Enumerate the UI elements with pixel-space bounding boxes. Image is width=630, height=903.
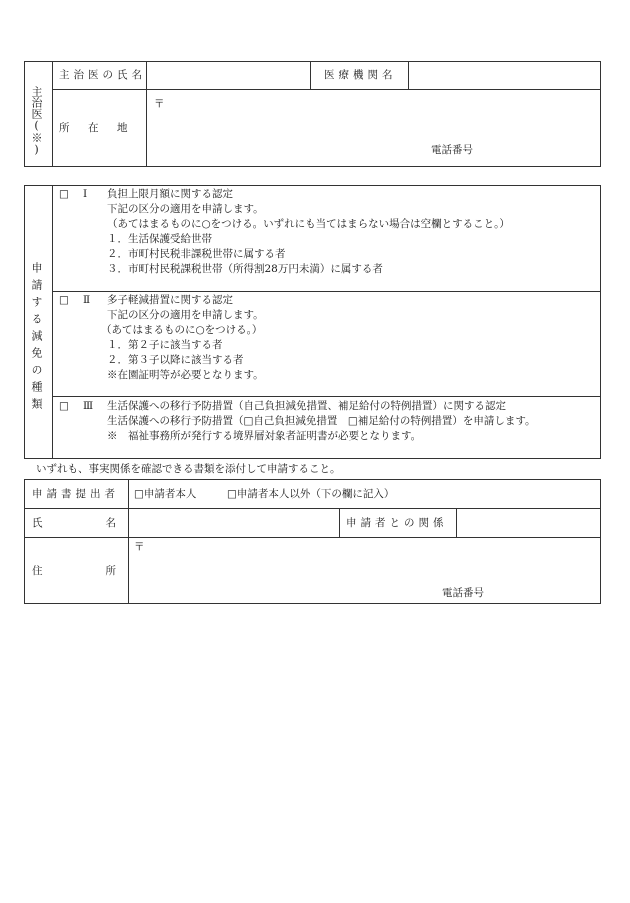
doctor-name-divider	[310, 61, 311, 89]
item-3-numeral: Ⅲ	[83, 400, 94, 412]
item-1-option: ２．市町村民税非課税世帯に属する者	[107, 248, 286, 260]
doctor-section-label: 主治医(※)	[30, 86, 43, 156]
checkbox-item-1[interactable]: □	[59, 188, 69, 200]
applicant-label-divider	[128, 479, 129, 604]
item-1-option: ３．市町村民税課税世帯（所得割28万円未満）に属する者	[107, 263, 383, 275]
reduction-section-label: 申請する減免の種類	[30, 262, 43, 415]
doctor-name-label: 主治医の氏名	[59, 69, 146, 81]
item-1-numeral: Ⅰ	[83, 188, 88, 200]
item-3-title: 生活保護への移行予防措置（自己負担減免措置、補足給付の特例措置）に関する認定	[107, 400, 506, 412]
doctor-name-field[interactable]	[152, 70, 306, 84]
reduction-label-divider	[52, 185, 53, 459]
item-2-note: ※在園証明等が必要となります。	[107, 369, 264, 381]
reduction-divider-1	[52, 291, 601, 292]
institution-name-field[interactable]	[414, 70, 596, 84]
doctor-institution-divider	[408, 61, 409, 89]
applicant-row-divider-1	[24, 508, 601, 509]
doctor-address-label: 所 在 地	[59, 122, 132, 134]
item-2-title: 多子軽減措置に関する認定	[107, 294, 233, 306]
relation-label: 申請者との関係	[346, 517, 448, 529]
item-2-option: ２．第３子以降に該当する者	[107, 354, 244, 366]
item-1-title: 負担上限月額に関する認定	[107, 188, 233, 200]
item-2-line: （あてはまるものに○をつける。）	[101, 324, 263, 336]
applicant-address-label: 住 所	[32, 565, 116, 577]
applicant-name-label: 氏 名	[32, 517, 116, 529]
checkbox-item-2[interactable]: □	[59, 294, 69, 306]
postal-mark: 〒	[154, 98, 165, 110]
applicant-phone-label: 電話番号	[442, 587, 484, 599]
relation-label-left-divider	[339, 508, 340, 537]
item-3-line: 生活保護への移行予防措置（□自己負担減免措置 □補足給付の特例措置）を申請します。	[107, 415, 536, 427]
item-2-line: 下記の区分の適用を申請します。	[107, 309, 264, 321]
checkbox-applicant-self[interactable]: □申請者本人	[134, 488, 197, 500]
checkbox-item-3[interactable]: □	[59, 400, 69, 412]
relation-label-right-divider	[456, 508, 457, 537]
item-1-option: １．生活保護受給世帯	[107, 233, 212, 245]
item-2-option: １．第２子に該当する者	[107, 339, 223, 351]
reduction-divider-2	[52, 396, 601, 397]
item-1-line: 下記の区分の適用を申請します。	[107, 203, 264, 215]
item-3-note: ※ 福祉事務所が発行する境界層対象者証明書が必要となります。	[107, 430, 422, 442]
applicant-postal-mark: 〒	[134, 541, 145, 553]
applicant-row-divider-2	[24, 537, 601, 538]
item-1-line: （あてはまるものに○をつける。いずれにも当てはまらない場合は空欄とすること。）	[107, 218, 510, 230]
attachment-note: いずれも、事実関係を確認できる書類を添付して申請すること。	[36, 463, 341, 475]
doctor-row-divider	[52, 89, 601, 90]
submitter-label: 申請書提出者	[32, 488, 119, 500]
checkbox-applicant-other[interactable]: □申請者本人以外（下の欄に記入）	[227, 488, 395, 500]
doctor-label-divider	[52, 61, 53, 167]
doctor-field-divider	[146, 61, 147, 167]
doctor-phone-label: 電話番号	[431, 144, 473, 156]
item-2-numeral: Ⅱ	[83, 294, 91, 306]
relation-field[interactable]	[462, 518, 596, 532]
institution-name-label: 医療機関名	[324, 69, 397, 81]
